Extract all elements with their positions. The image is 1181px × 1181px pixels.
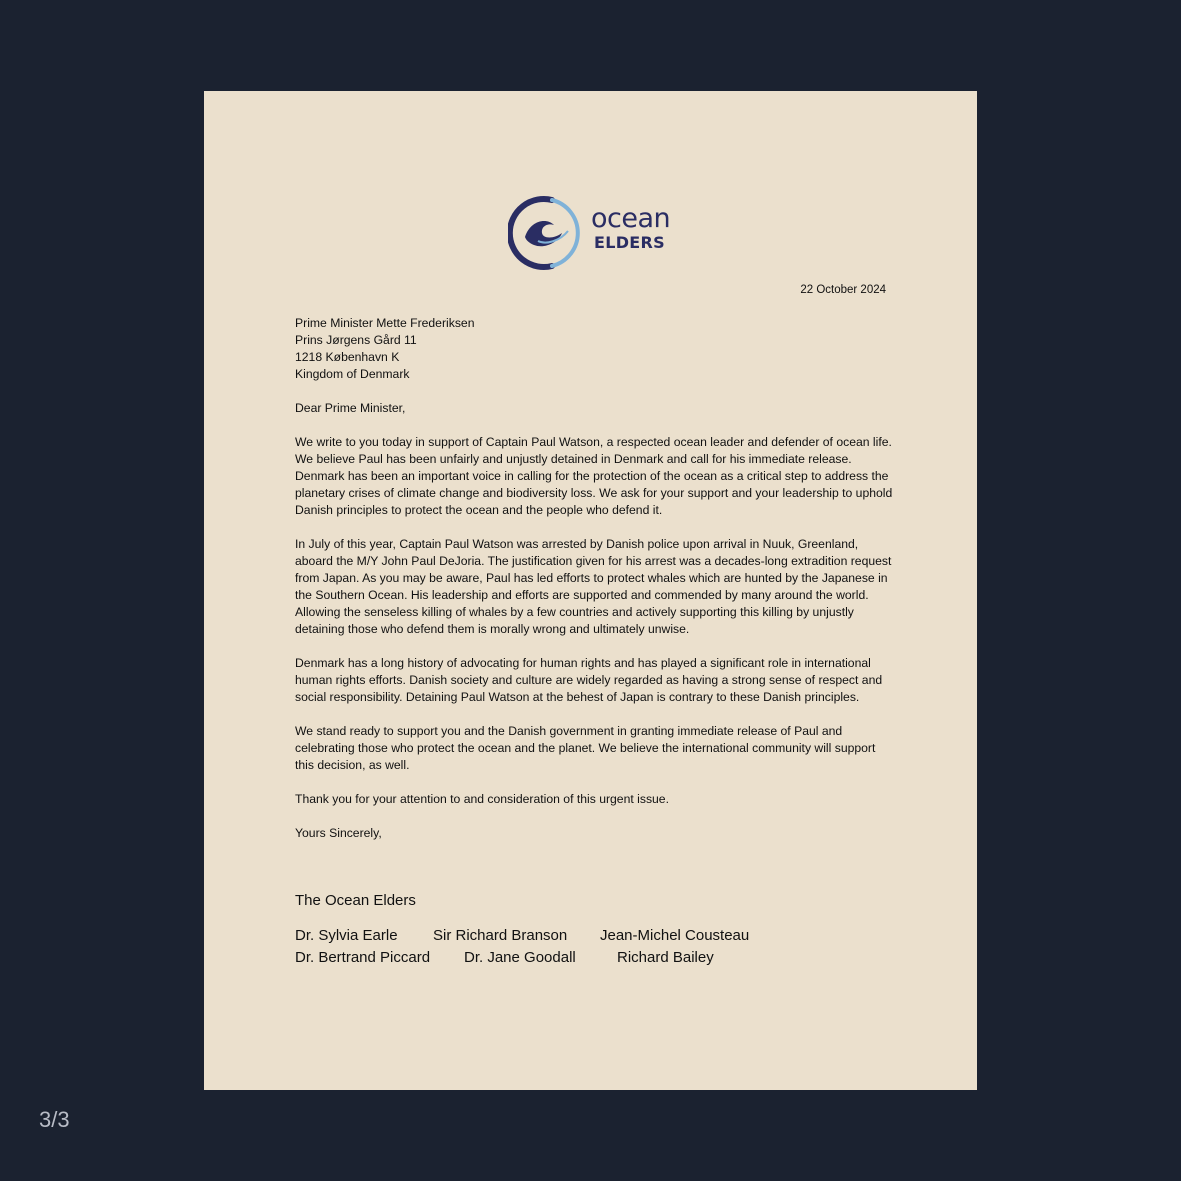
signatory: Dr. Bertrand Piccard	[295, 949, 431, 966]
logo-word-ocean: ocean	[591, 203, 671, 234]
paragraph: Denmark has a long history of advocating for human rights and has played a significant role in international human rights efforts. Danish society and culture are widely regarded as having a strong sense of respect and social responsibility. Detaining Paul Watson at the behest of Japan is contrary to these Danish principles.	[295, 656, 883, 704]
signatory: Jean-Michel Cousteau	[600, 927, 750, 944]
signatory: Sir Richard Branson	[433, 927, 568, 944]
org-name: The Ocean Elders	[295, 892, 416, 909]
signatory-row	[295, 947, 895, 969]
closing: Yours Sincerely,	[295, 826, 382, 840]
paragraph: In July of this year, Captain Paul Watson was arrested by Danish police upon arrival in Nuuk, Greenland, aboard the M/Y John Paul DeJoria. The justification given for his arrest was a decades-long extradition request from Japan. As you may be aware, Paul has led efforts to protect whales which are hunted by the Japanese in the Southern Ocean. His leadership and efforts are supported and commended by many around the world. Allowing the senseless killing of whales by a few countries and actively supporting this killing by unjustly detaining those who defend them is morally wrong and ultimately unwise.	[295, 537, 892, 636]
ocean-wave-circle-icon	[508, 195, 584, 271]
address-line: 1218 København K	[295, 350, 400, 364]
logo-word-elders: ELDERS	[594, 233, 665, 252]
address-line: Prime Minister Mette Frederiksen	[295, 316, 475, 330]
signatory: Dr. Sylvia Earle	[295, 927, 398, 944]
signatory: Richard Bailey	[617, 949, 714, 966]
ocean-elders-logo	[508, 195, 678, 271]
paragraph: We write to you today in support of Captain Paul Watson, a respected ocean leader and defender of ocean life. We believe Paul has been unfairly and unjustly detained in Denmark and call for his immediate release. Denmark has been an important voice in calling for the protection of the ocean as a critical step to address the planetary crises of climate change and biodiversity loss. We ask for your support and your leadership to uphold Danish principles to protect the ocean and the people who defend it.	[295, 435, 893, 517]
address-line: Kingdom of Denmark	[295, 367, 410, 381]
signatories-block	[295, 891, 895, 969]
salutation: Dear Prime Minister,	[295, 401, 406, 415]
paragraph: We stand ready to support you and the Danish government in granting immediate release of Paul and celebrating those who protect the ocean and the planet. We believe the international community will support this decision, as well.	[295, 724, 876, 772]
page-counter: 3/3	[39, 1107, 70, 1132]
paragraph: Thank you for your attention to and consideration of this urgent issue.	[295, 792, 669, 806]
signatory: Dr. Jane Goodall	[464, 949, 576, 966]
letter-date: 22 October 2024	[800, 284, 886, 296]
recipient-address	[295, 315, 895, 383]
letter-page	[204, 91, 977, 1090]
address-line: Prins Jørgens Gård 11	[295, 333, 417, 347]
letter-body	[295, 315, 895, 859]
signatory-row	[295, 925, 895, 947]
